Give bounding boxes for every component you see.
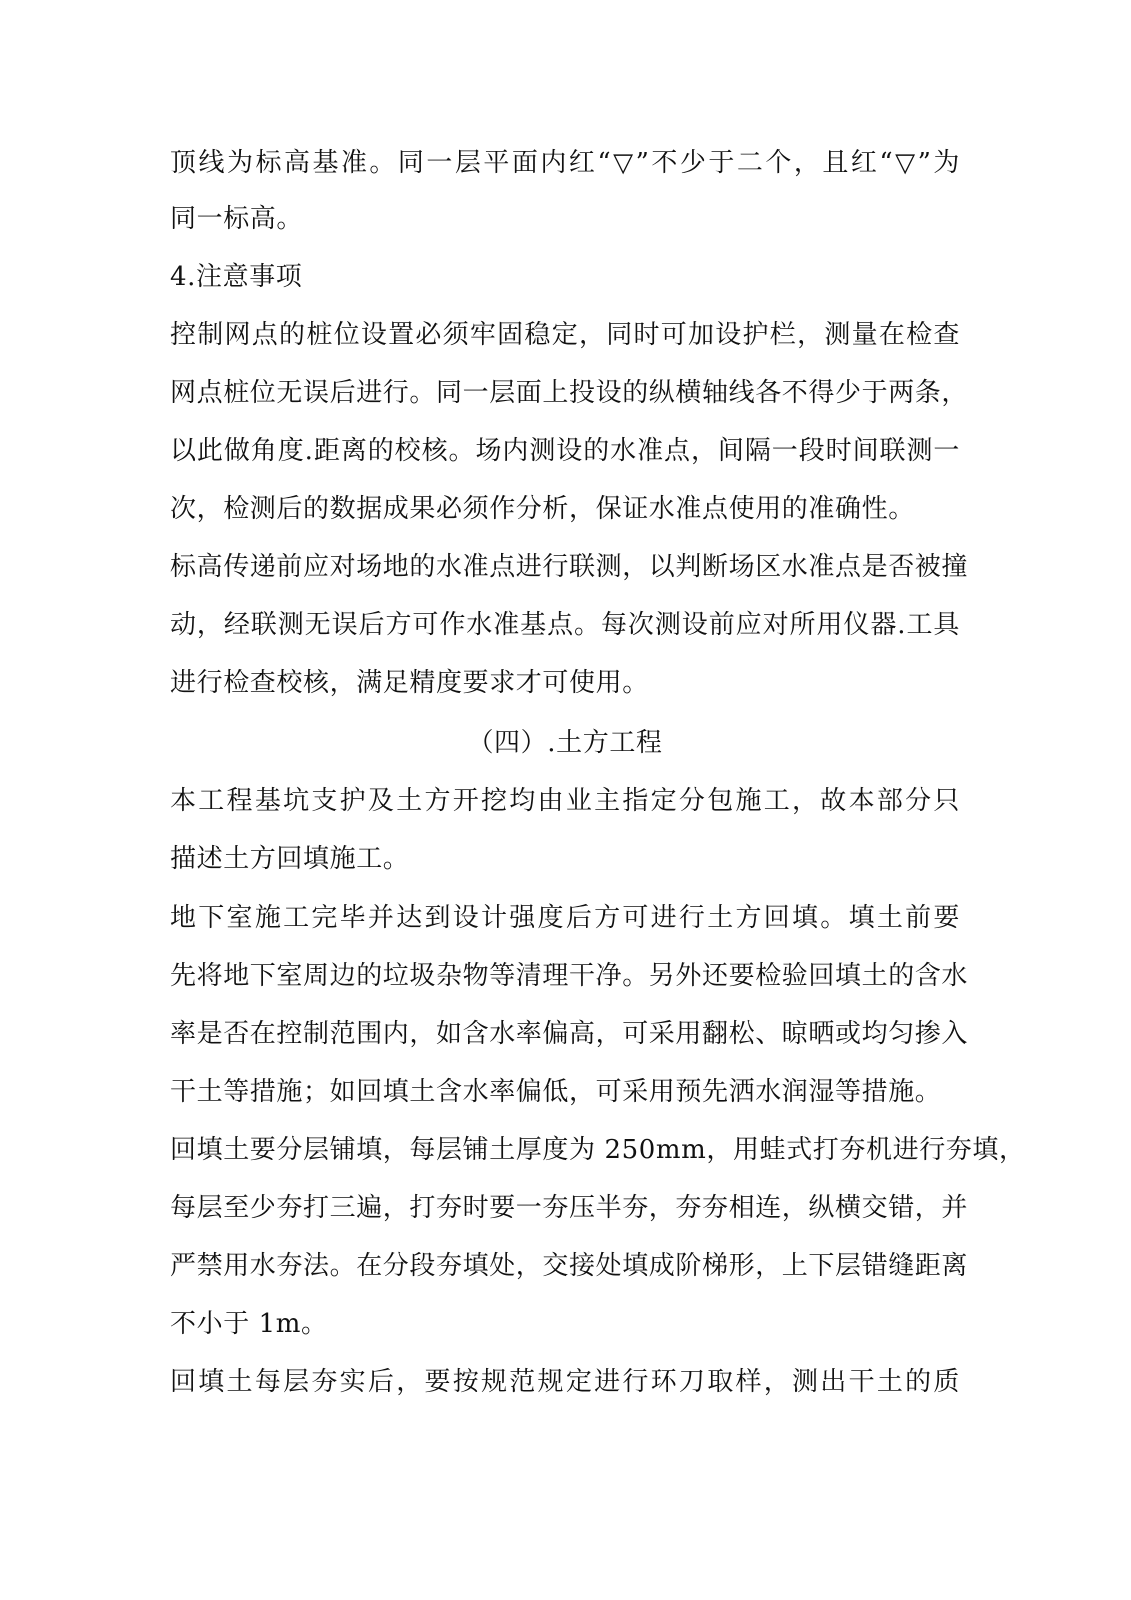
text-line: 回填土要分层铺填，每层铺土厚度为 250mm，用蛙式打夯机进行夯填， — [170, 1135, 1026, 1165]
text-line: 不小于 1m。 — [170, 1309, 328, 1339]
text-line: 顶线为标高基准。同一层平面内红“▽”不少于二个，且红“▽”为 — [170, 148, 960, 178]
text-line: 本工程基坑支护及土方开挖均由业主指定分包施工，故本部分只 — [170, 786, 960, 816]
text-line: 同一标高。 — [170, 204, 304, 234]
text-line: 干土等措施；如回填土含水率偏低，可采用预先洒水润湿等措施。 — [170, 1077, 942, 1107]
text-line: 每层至少夯打三遍，打夯时要一夯压半夯，夯夯相连，纵横交错，并 — [170, 1193, 969, 1223]
text-line: 动，经联测无误后方可作水准基点。每次测设前应对所用仪器.工具 — [170, 610, 960, 640]
text-line: 率是否在控制范围内，如含水率偏高，可采用翻松、晾晒或均匀掺入 — [170, 1019, 969, 1049]
section-heading: 4.注意事项 — [170, 262, 303, 292]
text-line: 网点桩位无误后进行。同一层面上投设的纵横轴线各不得少于两条， — [170, 378, 969, 408]
text-line: 以此做角度.距离的校核。场内测设的水准点，间隔一段时间联测一 — [170, 436, 960, 466]
section-title: （四）.土方工程 — [467, 728, 663, 758]
text-line: 回填土每层夯实后，要按规范规定进行环刀取样，测出干土的质 — [170, 1367, 960, 1397]
text-line: 控制网点的桩位设置必须牢固稳定，同时可加设护栏，测量在检查 — [170, 320, 960, 350]
text-line: 地下室施工完毕并达到设计强度后方可进行土方回填。填土前要 — [170, 903, 960, 933]
text-line: 描述土方回填施工。 — [170, 844, 410, 874]
text-line: 次，检测后的数据成果必须作分析，保证水准点使用的准确性。 — [170, 494, 915, 524]
text-line: 进行检查校核，满足精度要求才可使用。 — [170, 668, 649, 698]
text-line: 严禁用水夯法。在分段夯填处，交接处填成阶梯形，上下层错缝距离 — [170, 1251, 969, 1281]
text-line: 先将地下室周边的垃圾杂物等清理干净。另外还要检验回填土的含水 — [170, 961, 969, 991]
text-line: 标高传递前应对场地的水准点进行联测，以判断场区水准点是否被撞 — [170, 552, 969, 582]
